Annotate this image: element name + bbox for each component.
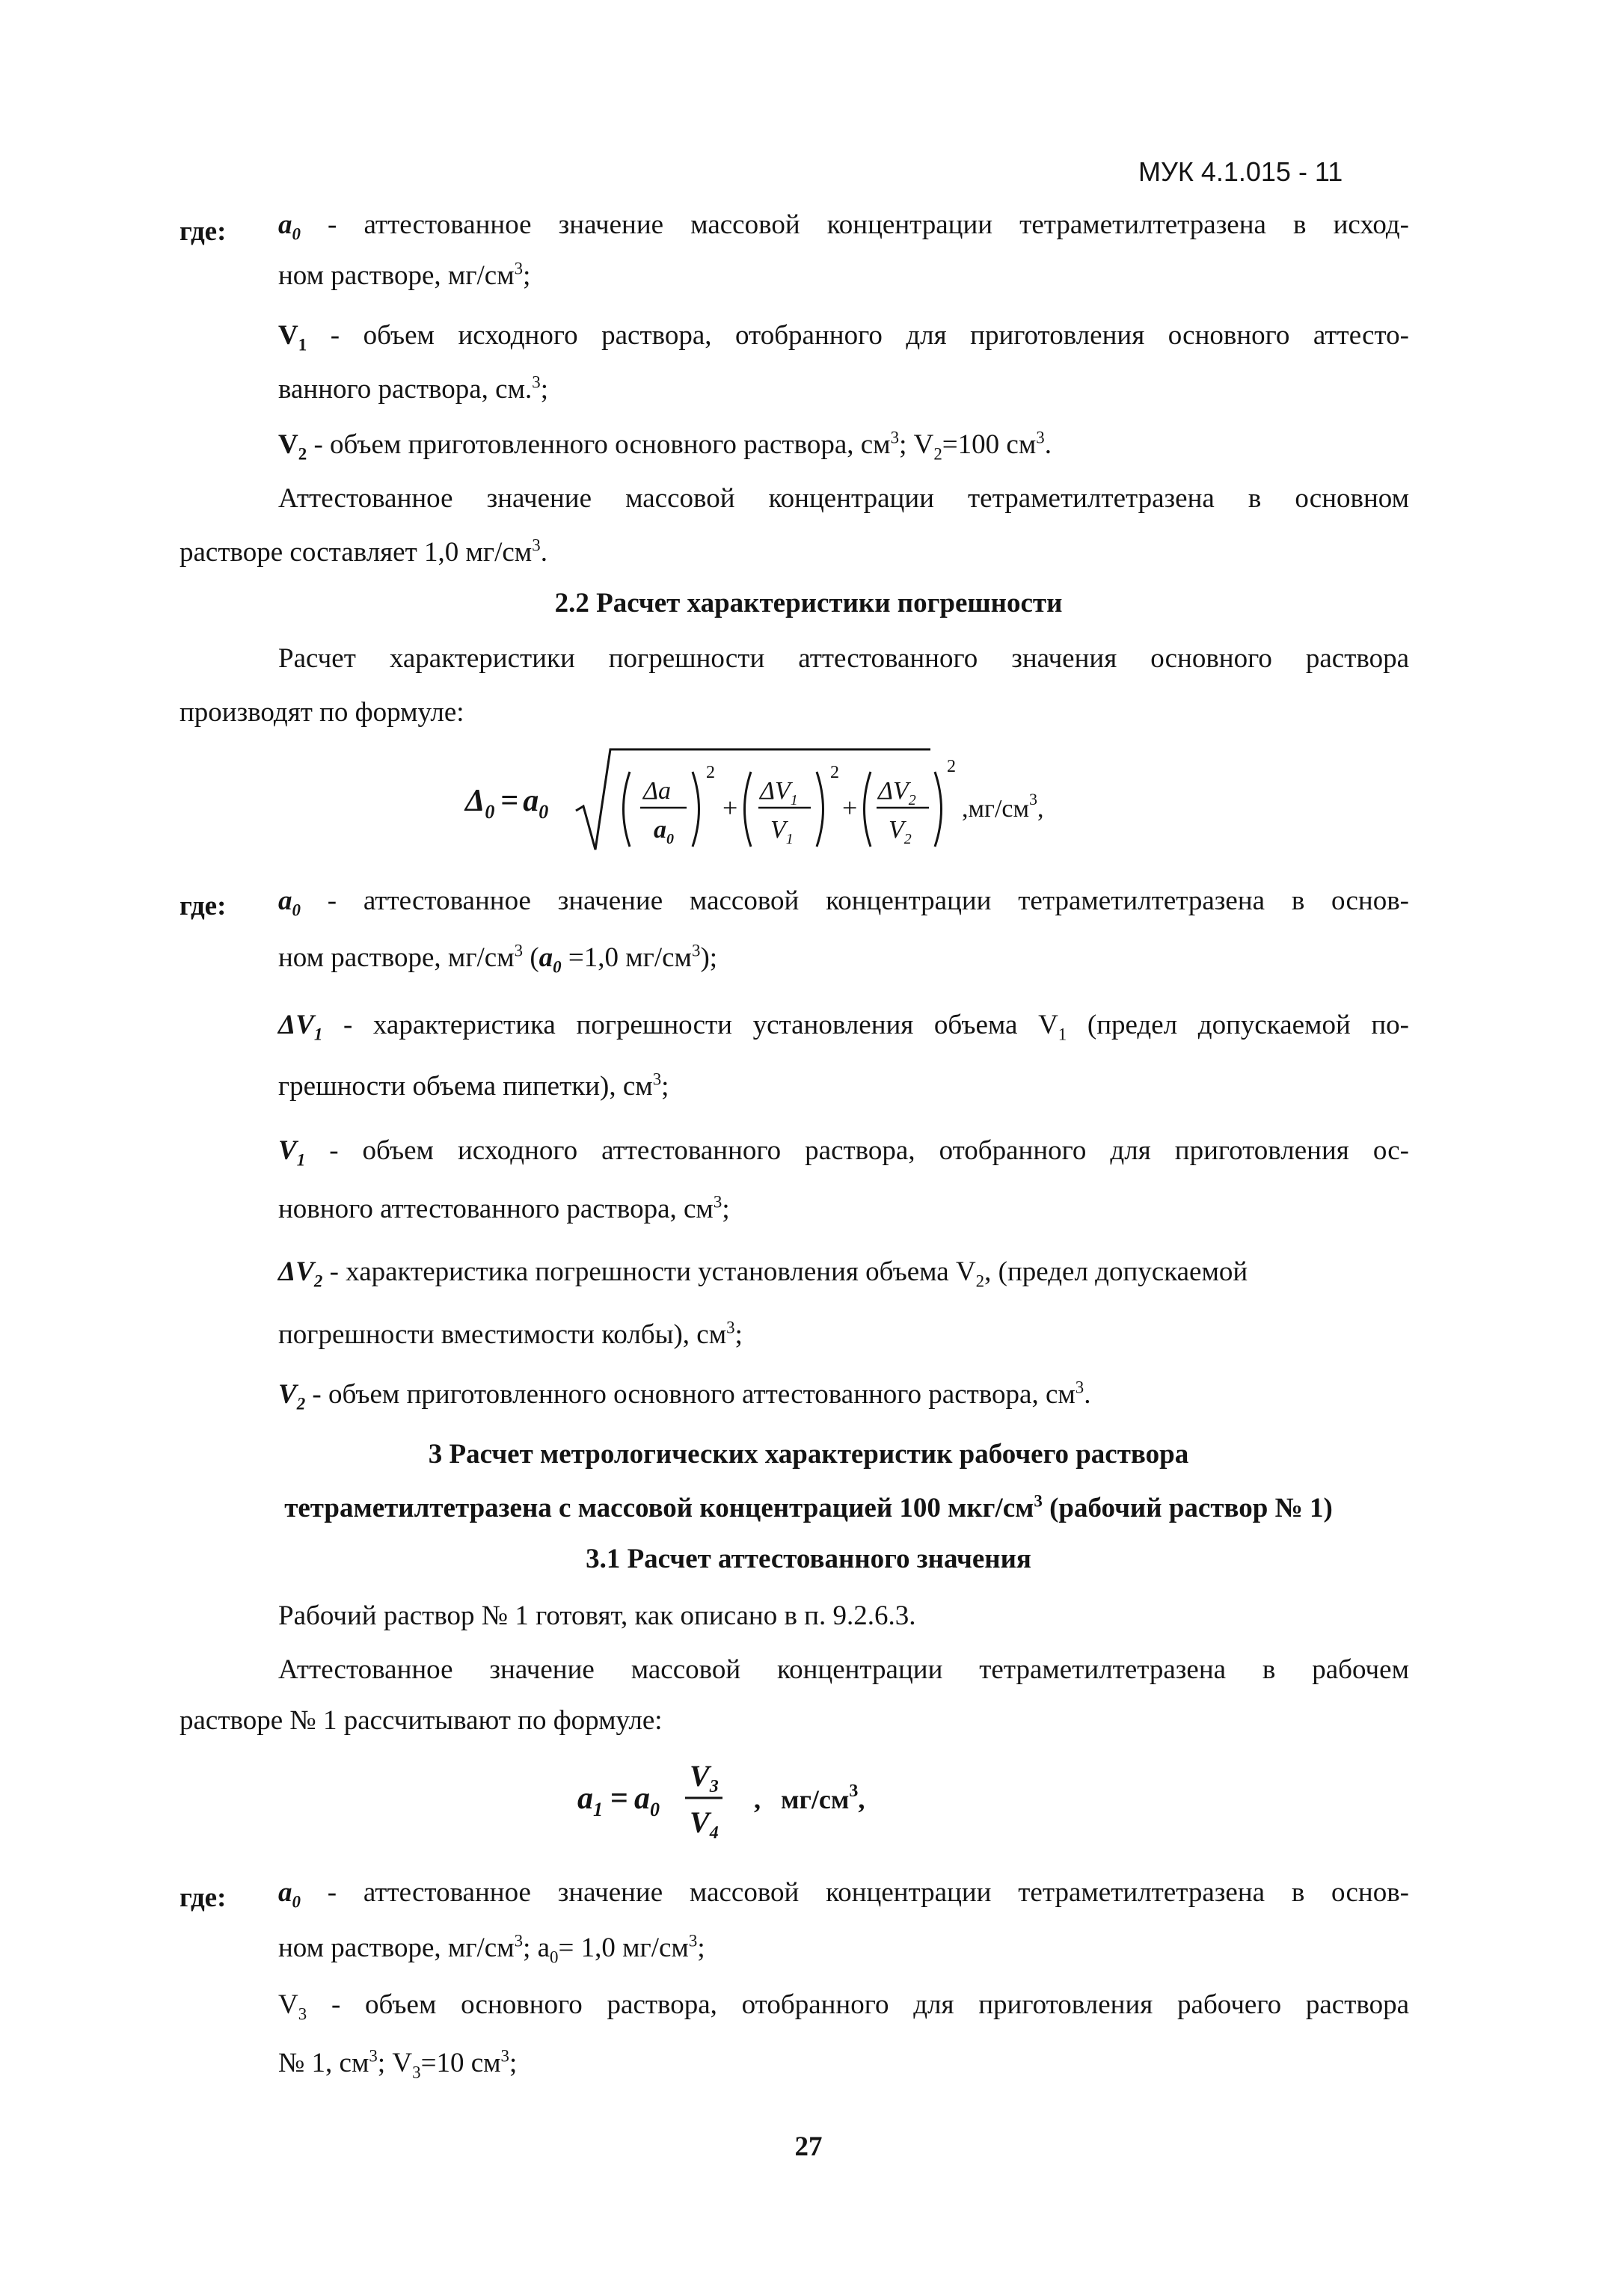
svg-text:a1=a0: $a_1 = a_0$ (577, 1781, 660, 1820)
svg-text:V1: $V_1$ (770, 816, 794, 847)
page-number: 27 (794, 2131, 823, 2162)
working-solution-formula (576, 1752, 995, 1849)
a0-definition-line1: $a_0$ - аттестованное значение массовой концентрации тетраметилтетразена в основ- (278, 885, 1409, 920)
v1-definition-line2: новного аттестованного раствора, $см^3$; (278, 1192, 730, 1224)
svg-text:Δa: Δa (643, 777, 671, 805)
working-solution-formula-svg (576, 1752, 995, 1849)
svg-text:2: 2 (706, 763, 715, 782)
v3-definition-line2: № 1, $см^3$; $V_3=10$ $см^3$; (278, 2046, 518, 2082)
svg-text:V4: $V_4$ (690, 1805, 719, 1843)
v1-definition-line1: $V_1$ - объем исходного аттестованного раствора, отобранного для приготовления ос- (278, 1135, 1409, 1170)
section-heading-3-line1: 3 Расчет метрологических характеристик рабочего раствора (428, 1439, 1189, 1470)
section-3-paragraph-line1: Аттестованное значение массовой концентрации тетраметилтетразена в рабочем (278, 1654, 1409, 1685)
a0-definition-line2: ном растворе, $мг/см^3$; $a_0= 1,0$ $мг/см^3$; (278, 1931, 705, 1967)
a0-definition-line1: $a_0$ - аттестованное значение массовой концентрации тетраметилтетразена в основ- (278, 1877, 1409, 1912)
uncertainty-formula (464, 742, 1137, 862)
a0-definition-line2: ном растворе, $мг/см^3$ ($a_0 =1,0$ $мг/см^3$); (278, 941, 718, 977)
svg-text:V3: $V_3$ (690, 1759, 719, 1796)
uncertainty-formula-svg (464, 742, 1137, 862)
svg-text:ΔV1: $\Delta V_1$ (760, 777, 798, 808)
dv1-definition-line2: грешности объема пипетки), $см^3$; (278, 1069, 669, 1102)
v1-definition-line2: ванного раствора, см.$^3$; (278, 372, 549, 405)
dv2-definition-line2: погрешности вместимости колбы), $см^3$; (278, 1318, 743, 1350)
section-heading-2-2: 2.2 Расчет характеристики погрешности (554, 588, 1063, 618)
concentration-paragraph-line1: Аттестованное значение массовой концентрации тетраметилтетразена в основном (278, 483, 1409, 514)
dv2-definition-line1: $\Delta V_2$ - характеристика погрешности установления объема $V_2$, (предел допускаемой (278, 1256, 1248, 1291)
a0-definition-line2: ном растворе, $мг/см^3$; (278, 259, 531, 291)
document-code: МУК 4.1.015 - 11 (1138, 156, 1343, 187)
svg-text:V2: $V_2$ (889, 816, 912, 847)
section-2-2-intro-line2: производят по формуле: (180, 697, 464, 728)
svg-text:ΔV2: $\Delta V_2$ (878, 777, 916, 808)
svg-text:,мг/см3,: $,мг/см^3$, (962, 790, 1044, 823)
section-heading-3-line2: тетраметилтетразена с массовой концентрацией 100 мкг/$см^3$ (рабочий раствор № 1) (284, 1491, 1333, 1523)
svg-text:2: 2 (830, 763, 839, 782)
svg-text:, мг/см3,: , $мг/см^3$, (754, 1781, 865, 1814)
svg-text:+: + (722, 793, 738, 823)
svg-text:2: 2 (947, 757, 956, 776)
v1-definition-line1: $V_1$ - объем исходного раствора, отобранного для приготовления основного аттесто- (278, 320, 1409, 354)
section-2-2-intro-line1: Расчет характеристики погрешности аттестованного значения основного раствора (278, 643, 1409, 674)
where-label: где: (180, 891, 227, 921)
where-label: где: (180, 216, 227, 247)
a0-definition-line1: $a_0$ - аттестованное значение массовой концентрации тетраметилтетразена в исход- (278, 209, 1409, 244)
where-label: где: (180, 1882, 227, 1913)
svg-text:+: + (842, 793, 858, 823)
v3-definition-line1: $V_3$ - объем основного раствора, отобранного для приготовления рабочего раствора (278, 1989, 1409, 2024)
section-heading-3-1: 3.1 Расчет аттестованного значения (586, 1544, 1031, 1574)
preparation-line: Рабочий раствор № 1 готовят, как описано в п. 9.2.6.3. (278, 1600, 916, 1631)
svg-text:Δ0=a0: $\Delta_0 = a_0$ (465, 784, 549, 823)
v2-definition: $V_2$ - объем приготовленного основного аттестованного раствора, $см^3$. (278, 1378, 1091, 1413)
dv1-definition-line1: $\Delta V_1$ - характеристика погрешности установления объема $V_1$ (предел допускаемой по- (278, 1010, 1409, 1044)
section-3-paragraph-line2: растворе № 1 рассчитывают по формуле: (180, 1705, 663, 1736)
svg-text:a0: $a_0$ (654, 816, 674, 847)
concentration-paragraph-line2: растворе составляет 1,0 $мг/см^3$. (180, 535, 547, 568)
v2-definition: $V_2$ - объем приготовленного основного раствора, $см^3$; $V_2=100$ $см^3$. (278, 428, 1052, 464)
